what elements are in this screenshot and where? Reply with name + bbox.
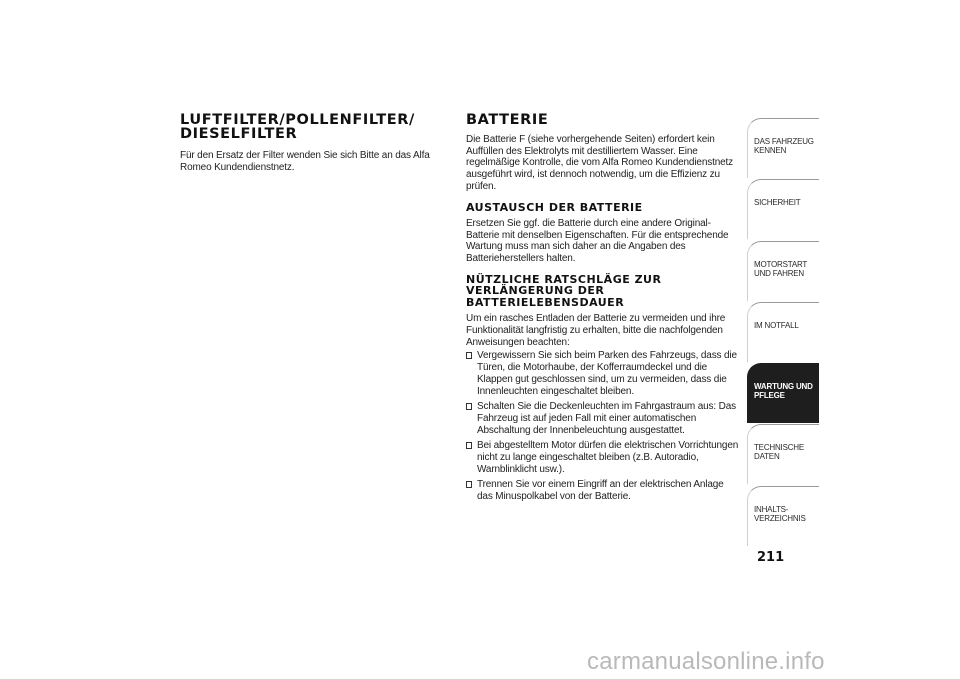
checkbox-bullet-icon	[466, 442, 472, 449]
tab-wartung-und-pflege[interactable]	[747, 363, 819, 423]
tab-label: WARTUNG UND PFLEGE	[754, 382, 813, 401]
tab-inhaltsverzeichnis[interactable]	[747, 486, 819, 546]
list-item	[466, 350, 741, 397]
tips-intro-text: Um ein rasches Entladen der Batterie zu vermeiden und ihre Funktionalität langfristig zu erhalten, bitte die nachfolgenden Anweisungen beachten:	[466, 313, 726, 348]
checkbox-bullet-icon	[466, 403, 472, 410]
filters-text: Für den Ersatz der Filter wenden Sie sich Bitte an das Alfa Romeo Kundendienstnetz.	[180, 150, 430, 173]
tab-technische-daten[interactable]	[747, 424, 819, 484]
watermark: carmanualsonline.info	[587, 648, 825, 675]
tab-im-notfall[interactable]	[747, 302, 819, 362]
subsection-title-replacement: AUSTAUSCH DER BATTERIE	[466, 200, 643, 214]
tab-label: INHALTS- VERZEICHNIS	[754, 504, 806, 523]
list-item-text: Vergewissern Sie sich beim Parken des Fahrzeugs, dass die Türen, die Motorhaube, der Kofferraumdeckel und die Klappen gut geschlossen sind, um zu vermeiden, dass die Innenleuchten eingeschaltet bleiben.	[477, 350, 737, 397]
right-column	[466, 113, 741, 507]
tab-das-fahrzeug-kennen[interactable]	[747, 118, 819, 178]
tab-label: SICHERHEIT	[754, 198, 801, 208]
section-title-filters: LUFTFILTER/POLLENFILTER/ DIESELFILTER	[180, 112, 415, 142]
battery-intro-text: Die Batterie F (siehe vorhergehende Seiten) erfordert kein Auffüllen des Elektrolyts mit destilliertem Wasser. Eine regelmäßige Kontrolle, die vom Alfa Romeo Kundendienstnetz ausgeführt wird, ist dennoch notwendig, um die Effizienz zu prüfen.	[466, 134, 734, 192]
checkbox-bullet-icon	[466, 352, 472, 359]
tab-label: DAS FAHRZEUG KENNEN	[754, 137, 814, 155]
section-title-battery: BATTERIE	[466, 112, 549, 128]
list-item	[466, 401, 741, 436]
list-item-text: Trennen Sie vor einem Eingriff an der elektrischen Anlage das Minuspolkabel von der Batterie.	[477, 479, 724, 503]
tab-sicherheit[interactable]	[747, 179, 819, 239]
replacement-text: Ersetzen Sie ggf. die Batterie durch eine andere Original-Batterie mit denselben Eigenschaften. Für die entsprechende Wartung muss man sich daher an die Angaben des Batterieherstellers halten.	[466, 218, 729, 265]
chapter-tabs	[747, 118, 819, 547]
tab-label: IM NOTFALL	[754, 320, 799, 330]
left-column	[180, 113, 442, 173]
checkbox-bullet-icon	[466, 481, 472, 488]
tips-list	[466, 350, 741, 502]
tab-label: MOTORSTART UND FAHREN	[754, 259, 807, 278]
tab-label: TECHNISCHE DATEN	[754, 443, 805, 462]
page-number: 211	[757, 550, 785, 565]
list-item	[466, 479, 741, 502]
list-item-text: Schalten Sie die Deckenleuchten im Fahrgastraum aus: Das Fahrzeug ist auf jeden Fall mit einer automatischen Abschaltung der Innenbeleuchtung ausgestattet.	[477, 401, 736, 436]
tab-motorstart-und-fahren[interactable]	[747, 241, 819, 301]
list-item-text: Bei abgestelltem Motor dürfen die elektrischen Vorrichtungen nicht zu lange eingeschaltet bleiben (z.B. Autoradio, Warnblinklicht usw.).	[477, 440, 739, 475]
list-item	[466, 440, 741, 475]
subsection-title-tips: NÜTZLICHE RATSCHLÄGE ZUR VERLÄNGERUNG DER BATTERIELEBENSDAUER	[466, 272, 662, 309]
